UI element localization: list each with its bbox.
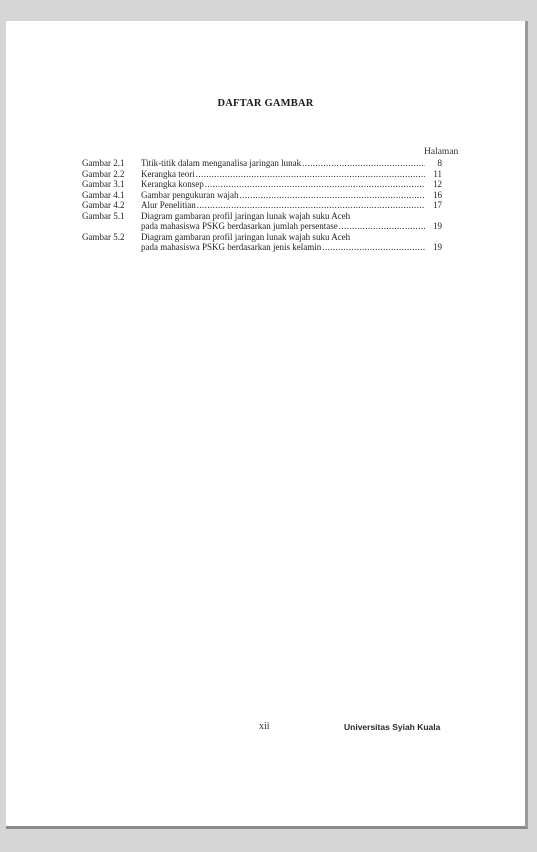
figure-page-number: 11 bbox=[433, 168, 442, 179]
leader-dots bbox=[302, 158, 425, 169]
figure-label: Gambar 2.2 bbox=[82, 168, 125, 179]
figure-caption: Kerangka teori bbox=[141, 168, 195, 179]
leader-dots bbox=[197, 200, 425, 211]
figure-caption: pada mahasiswa PSKG berdasarkan jenis kelamin bbox=[141, 242, 322, 252]
leader-dots bbox=[239, 190, 425, 201]
figure-caption-line: Diagram gambaran profil jaringan lunak wajah suku Aceh bbox=[141, 231, 351, 242]
figure-entry bbox=[82, 179, 442, 190]
figure-label: Gambar 4.1 bbox=[82, 189, 125, 200]
figure-caption-line: Diagram gambaran profil jaringan lunak wajah suku Aceh bbox=[141, 210, 351, 221]
figure-label: Gambar 4.2 bbox=[82, 200, 125, 210]
leader-dots bbox=[339, 221, 425, 232]
figure-page-number: 19 bbox=[433, 242, 442, 252]
figure-page-number: 19 bbox=[433, 221, 442, 231]
footer-page-number: xii bbox=[259, 721, 270, 732]
leader-dots bbox=[205, 179, 425, 190]
figure-caption: Kerangka konsep bbox=[141, 179, 204, 189]
document-page bbox=[6, 21, 528, 829]
figure-caption: pada mahasiswa PSKG berdasarkan jumlah persentase bbox=[141, 221, 338, 231]
page-column-header: Halaman bbox=[424, 147, 459, 157]
figure-caption: Gambar pengukuran wajah bbox=[141, 189, 239, 200]
leader-dots bbox=[196, 169, 425, 180]
figure-page-number: 8 bbox=[437, 158, 442, 168]
figure-entry bbox=[82, 190, 442, 201]
figure-caption: Alur Penelitian bbox=[141, 200, 196, 210]
figure-list bbox=[82, 158, 442, 253]
figure-entry bbox=[82, 232, 442, 253]
figure-entry bbox=[82, 158, 442, 169]
figure-caption: Titik-titik dalam menganalisa jaringan lunak bbox=[141, 158, 302, 168]
figure-entry bbox=[82, 169, 442, 180]
figure-page-number: 16 bbox=[433, 189, 442, 200]
figure-page-number: 17 bbox=[433, 200, 442, 210]
figure-label: Gambar 3.1 bbox=[82, 179, 125, 189]
figure-entry bbox=[82, 200, 442, 211]
figure-page-number: 12 bbox=[433, 179, 442, 189]
figure-label: Gambar 5.1 bbox=[82, 210, 125, 221]
footer-institution: Universitas Syiah Kuala bbox=[344, 722, 441, 732]
figure-entry bbox=[82, 211, 442, 232]
figure-label: Gambar 2.1 bbox=[82, 158, 125, 168]
page-title: DAFTAR GAMBAR bbox=[217, 98, 314, 109]
leader-dots bbox=[322, 242, 425, 253]
figure-label: Gambar 5.2 bbox=[82, 231, 125, 242]
